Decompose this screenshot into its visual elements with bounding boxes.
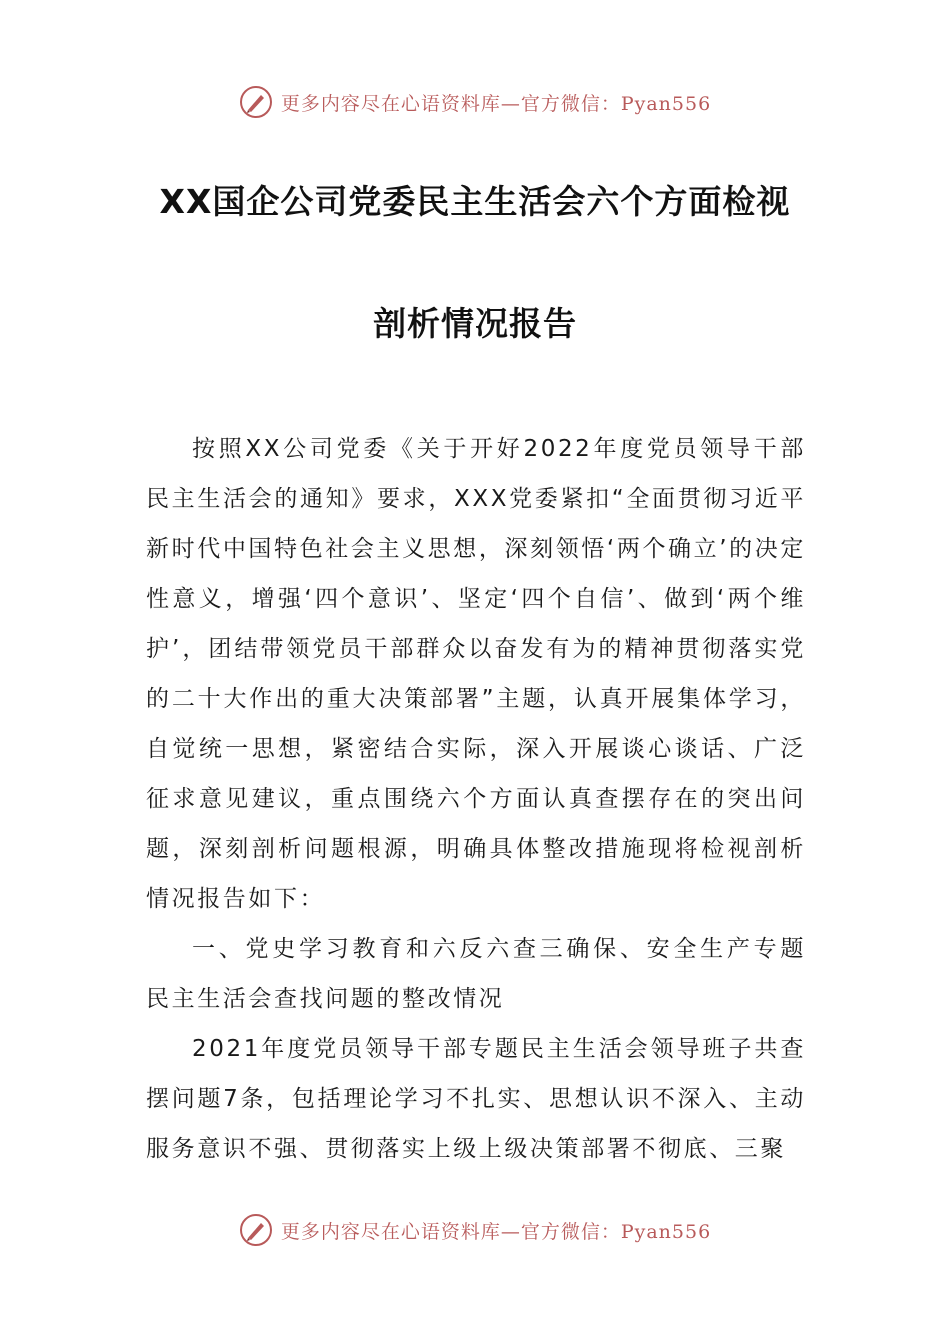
paragraph-section-1: 2021年度党员领导干部专题民主生活会领导班子共查摆问题7条，包括理论学习不扎实、思想认识不深入、主动服务意识不强、贯彻落实上级上级决策部署不彻底、三聚 <box>146 1036 806 1162</box>
paragraph-intro: 按照XX公司党委《关于开好2022年度党员领导干部民主生活会的通知》要求，XXX党委紧扣“全面贯彻习近平新时代中国特色社会主义思想，深刻领悟‘两个确立’的决定性意义，增强‘四个意识’、坚定‘四个自信’、做到‘两个维护’，团结带领党员干部群众以奋发有为的精神贯彻落实党的二十大作出的重大决策部署”主题，认真开展集体学习，自觉统一思想，紧密结合实际，深入开展谈心谈话、广泛征求意见建议，重点围绕六个方面认真查摆存在的突出问题，深刻剖析问题根源，明确具体整改措施现将检视剖析情况报告如下： <box>146 436 806 912</box>
watermark-footer <box>0 1210 950 1250</box>
watermark-text: 更多内容尽在心语资料库—官方微信：Pyan556 <box>280 1220 712 1243</box>
section-heading-1: 一、党史学习教育和六反六查三确保、安全生产专题民主生活会查找问题的整改情况 <box>146 936 806 1012</box>
document-body <box>146 424 806 1174</box>
watermark-header <box>0 82 950 122</box>
watermark-text: 更多内容尽在心语资料库—官方微信：Pyan556 <box>280 92 712 115</box>
document-title-line-2: 剖析情况报告 <box>373 304 577 343</box>
pen-logo-icon <box>239 1213 273 1247</box>
pen-logo-icon <box>239 85 273 119</box>
document-title-line-1: XX国企公司党委民主生活会六个方面检视 <box>159 182 791 221</box>
